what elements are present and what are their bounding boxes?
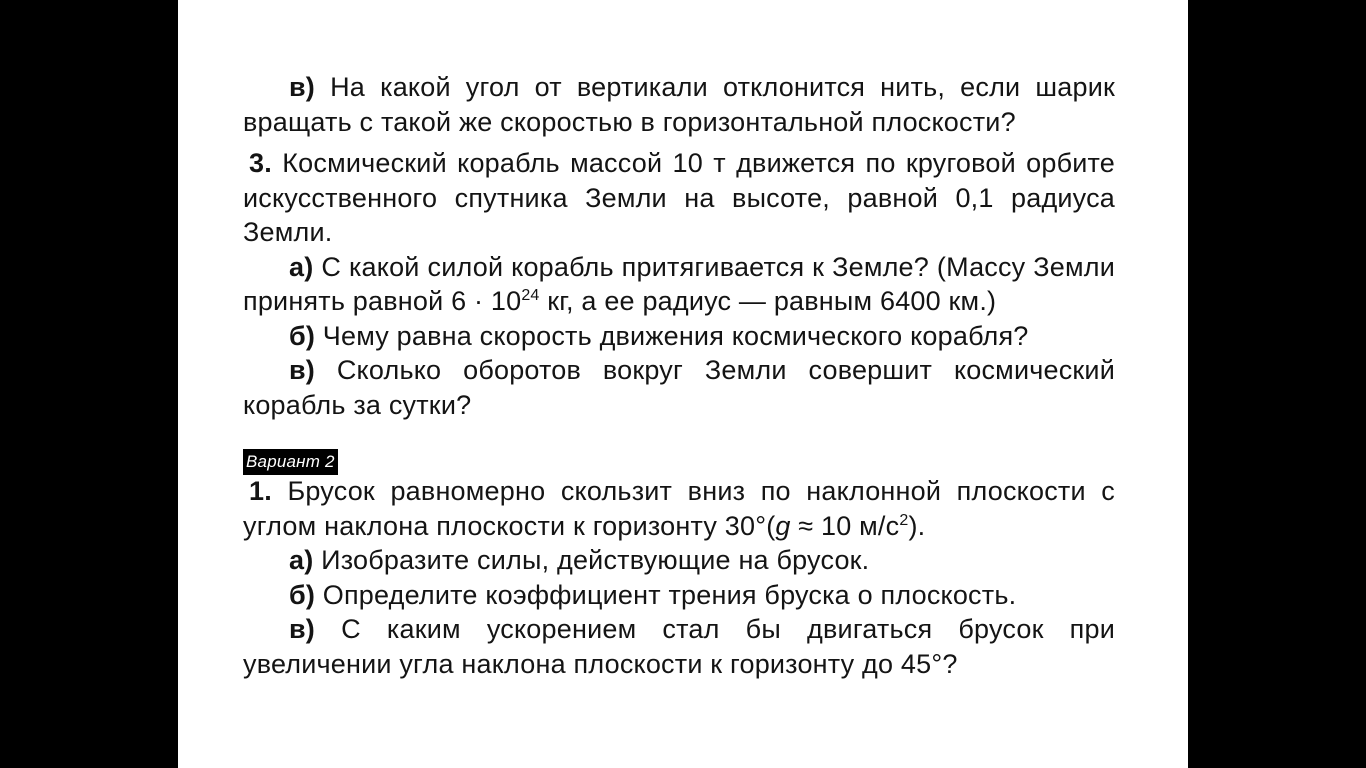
question-text: Брусок равномерно скользит вниз по наклонной плоскости с углом наклона плоскости к горизонту 30°( <box>243 476 1115 541</box>
item-text-cont: кг, а ее радиус — равным 6400 км.) <box>539 286 997 316</box>
item-text: Изобразите силы, действующие на брусок. <box>321 545 870 575</box>
variant2-question-1 <box>243 474 1115 543</box>
item-text: Сколько оборотов вокруг Земли совершит космический корабль за сутки? <box>243 355 1115 420</box>
question-number: 3. <box>249 148 272 178</box>
item-text: С каким ускорением стал бы двигаться брусок при увеличении угла наклона плоскости к горизонту до 45°? <box>243 614 1115 679</box>
item-label: в) <box>289 614 315 644</box>
item-label: а) <box>289 545 314 575</box>
question-text: Космический корабль массой 10 т движется по круговой орбите искусственного спутника Земли на высоте, равной 0,1 радиуса Земли. <box>243 148 1116 247</box>
variant2-question-1v <box>243 612 1115 681</box>
item-label: б) <box>289 579 316 610</box>
item-text: На какой угол от вертикали отклонится нить, если шарик вращать с такой же скоростью в горизонтальной плоскости? <box>243 72 1115 137</box>
variant2-question-1a <box>243 543 1115 578</box>
variant-heading-row <box>243 441 1115 471</box>
exponent: 2 <box>899 511 909 529</box>
item-text: Определите коэффициент трения бруска о плоскость. <box>322 579 1017 610</box>
item-text: С какой силой корабль притягивается к Земле? (Массу Земли принять равной 6 · 10 <box>243 251 1116 316</box>
question-text-end: ). <box>908 510 926 541</box>
item-label: в) <box>289 72 315 102</box>
variant-badge: Вариант 2 <box>243 449 338 475</box>
item-text: Чему равна скорость движения космического корабля? <box>322 320 1029 351</box>
page-text <box>243 70 1115 681</box>
question-number: 1. <box>249 476 272 506</box>
question-3b <box>243 319 1115 354</box>
exponent: 24 <box>521 287 540 304</box>
question-3a <box>243 250 1115 319</box>
gravity-symbol: g <box>775 510 791 541</box>
item-label: б) <box>289 320 316 351</box>
question-2v <box>243 70 1115 139</box>
question-3v <box>243 353 1115 422</box>
question-text-mid: ≈ 10 м/с <box>790 510 900 541</box>
variant2-question-1b <box>243 578 1115 613</box>
document-page <box>178 0 1188 768</box>
item-label: а) <box>289 251 314 282</box>
item-label: в) <box>289 355 315 385</box>
question-3 <box>243 146 1115 250</box>
